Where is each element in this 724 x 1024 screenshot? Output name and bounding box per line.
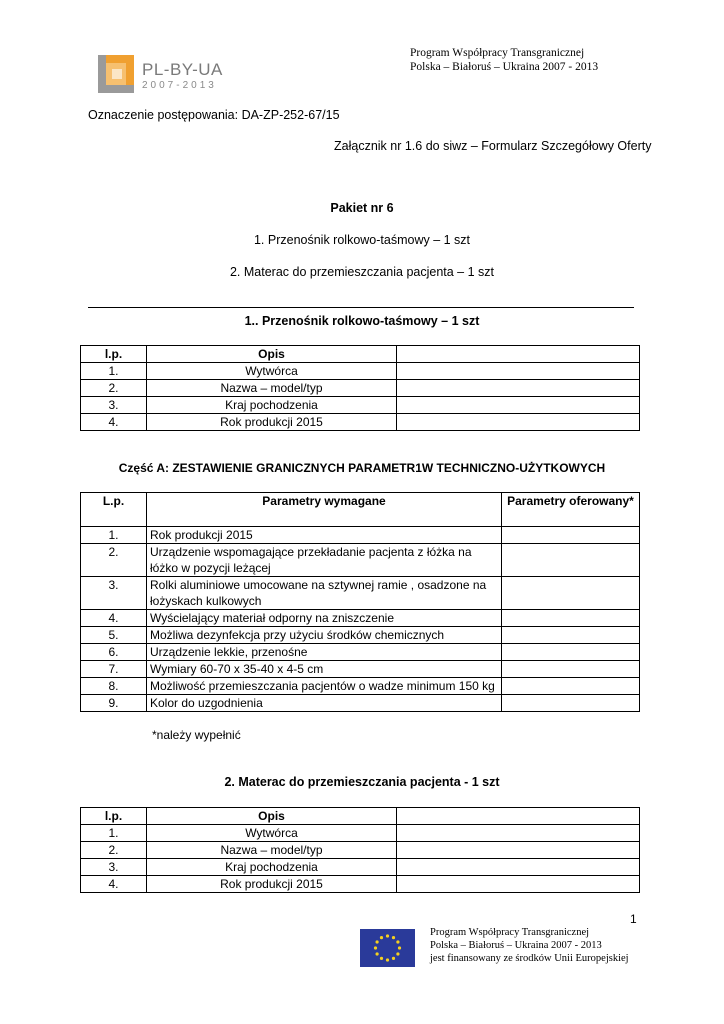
row-input[interactable] (397, 380, 640, 397)
row-lp: 6. (81, 644, 147, 661)
part-a-title: Część A: ZESTAWIENIE GRANICZNYCH PARAMETR1W TECHNICZNO-UŻYTKOWYCH (118, 461, 606, 475)
header-opis: Opis (147, 808, 397, 825)
table-row (81, 842, 640, 859)
row-offered-input[interactable] (502, 661, 640, 678)
package-title: Pakiet nr 6 (330, 201, 394, 215)
row-parameter: Rok produkcji 2015 (147, 527, 502, 544)
header-value[interactable] (397, 808, 640, 825)
row-lp: 2. (81, 380, 147, 397)
table-row (81, 380, 640, 397)
header-lp: L.p. (81, 493, 147, 527)
row-label: Rok produkcji 2015 (147, 414, 397, 431)
row-offered-input[interactable] (502, 627, 640, 644)
section2-title: 2. Materac do przemieszczania pacjenta - 1 szt (224, 775, 500, 789)
table-row (81, 363, 640, 380)
row-lp: 3. (81, 577, 147, 610)
row-input[interactable] (397, 363, 640, 380)
table-row (81, 859, 640, 876)
row-parameter: Możliwość przemieszczania pacjentów o wadze minimum 150 kg (147, 678, 502, 695)
table-row (81, 661, 640, 678)
table-row (81, 876, 640, 893)
header-required: Parametry wymagane (147, 493, 502, 527)
program-header (410, 46, 670, 74)
table-row (81, 627, 640, 644)
attachment-title: Załącznik nr 1.6 do siwz – Formularz Szczegółowy Oferty (334, 139, 652, 153)
row-lp: 9. (81, 695, 147, 712)
row-parameter: Wyścielający materiał odporny na zniszczenie (147, 610, 502, 627)
table-description-2 (80, 807, 640, 893)
fill-note: *należy wypełnić (152, 728, 241, 742)
row-parameter: Możliwa dezynfekcja przy użyciu środków chemicznych (147, 627, 502, 644)
section1-title: 1.. Przenośnik rolkowo-taśmowy – 1 szt (244, 314, 480, 328)
table-row (81, 695, 640, 712)
header-value[interactable] (397, 346, 640, 363)
row-label: Rok produkcji 2015 (147, 876, 397, 893)
table-header-row (81, 808, 640, 825)
table-row (81, 577, 640, 610)
row-parameter: Wymiary 60-70 x 35-40 x 4-5 cm (147, 661, 502, 678)
row-label: Nazwa – model/typ (147, 380, 397, 397)
row-lp: 1. (81, 825, 147, 842)
table-header-row (81, 493, 640, 527)
footer-line-3: jest finansowany ze środków Unii Europejskiej (430, 953, 629, 964)
table-row (81, 397, 640, 414)
row-lp: 3. (81, 397, 147, 414)
logo-text: PL-BY-UA (142, 60, 223, 79)
header-lp: l.p. (81, 808, 147, 825)
logo-years: 2007-2013 (142, 80, 217, 91)
row-offered-input[interactable] (502, 678, 640, 695)
page-number: 1 (630, 912, 637, 926)
header-opis: Opis (147, 346, 397, 363)
row-offered-input[interactable] (502, 644, 640, 661)
row-offered-input[interactable] (502, 527, 640, 544)
row-input[interactable] (397, 876, 640, 893)
row-input[interactable] (397, 859, 640, 876)
eu-flag-icon (360, 929, 415, 967)
row-label: Wytwórca (147, 363, 397, 380)
table-row (81, 527, 640, 544)
row-offered-input[interactable] (502, 577, 640, 610)
row-lp: 4. (81, 610, 147, 627)
table-row (81, 414, 640, 431)
divider (88, 307, 634, 308)
row-parameter: Kolor do uzgodnienia (147, 695, 502, 712)
row-lp: 8. (81, 678, 147, 695)
row-lp: 4. (81, 876, 147, 893)
list-item-1: 1. Przenośnik rolkowo-taśmowy – 1 szt (253, 233, 471, 247)
row-lp: 1. (81, 363, 147, 380)
row-offered-input[interactable] (502, 544, 640, 577)
row-lp: 1. (81, 527, 147, 544)
table-row (81, 644, 640, 661)
row-input[interactable] (397, 842, 640, 859)
header-lp: l.p. (81, 346, 147, 363)
reference: Oznaczenie postępowania: DA-ZP-252-67/15 (88, 108, 340, 122)
row-input[interactable] (397, 825, 640, 842)
row-parameter: Rolki aluminiowe umocowane na sztywnej ramie , osadzone na łożyskach kulkowych (147, 577, 502, 610)
row-input[interactable] (397, 414, 640, 431)
table-description-1 (80, 345, 640, 431)
table-parameters (80, 492, 640, 712)
row-label: Kraj pochodzenia (147, 397, 397, 414)
row-parameter: Urządzenie wspomagające przekładanie pacjenta z łóżka na łóżko w pozycji leżącej (147, 544, 502, 577)
program-line-1: Program Współpracy Transgranicznej (410, 47, 585, 59)
row-lp: 3. (81, 859, 147, 876)
program-logo (98, 55, 238, 97)
row-lp: 2. (81, 842, 147, 859)
row-label: Nazwa – model/typ (147, 842, 397, 859)
table-row (81, 678, 640, 695)
header-offered: Parametry oferowany* (502, 493, 640, 527)
footer-line-2: Polska – Białoruś – Ukraina 2007 - 2013 (430, 940, 602, 951)
table-row (81, 610, 640, 627)
table-row (81, 825, 640, 842)
row-lp: 2. (81, 544, 147, 577)
row-lp: 7. (81, 661, 147, 678)
list-item-2: 2. Materac do przemieszczania pacjenta – 1 szt (229, 265, 495, 279)
row-input[interactable] (397, 397, 640, 414)
row-offered-input[interactable] (502, 695, 640, 712)
footer-line-1: Program Współpracy Transgranicznej (430, 927, 590, 938)
program-line-2: Polska – Białoruś – Ukraina 2007 - 2013 (410, 61, 599, 73)
row-lp: 4. (81, 414, 147, 431)
row-label: Kraj pochodzenia (147, 859, 397, 876)
row-label: Wytwórca (147, 825, 397, 842)
row-lp: 5. (81, 627, 147, 644)
row-parameter: Urządzenie lekkie, przenośne (147, 644, 502, 661)
table-row (81, 544, 640, 577)
logo-mark-icon (98, 55, 134, 93)
row-offered-input[interactable] (502, 610, 640, 627)
footer-text (430, 926, 650, 965)
table-header-row (81, 346, 640, 363)
